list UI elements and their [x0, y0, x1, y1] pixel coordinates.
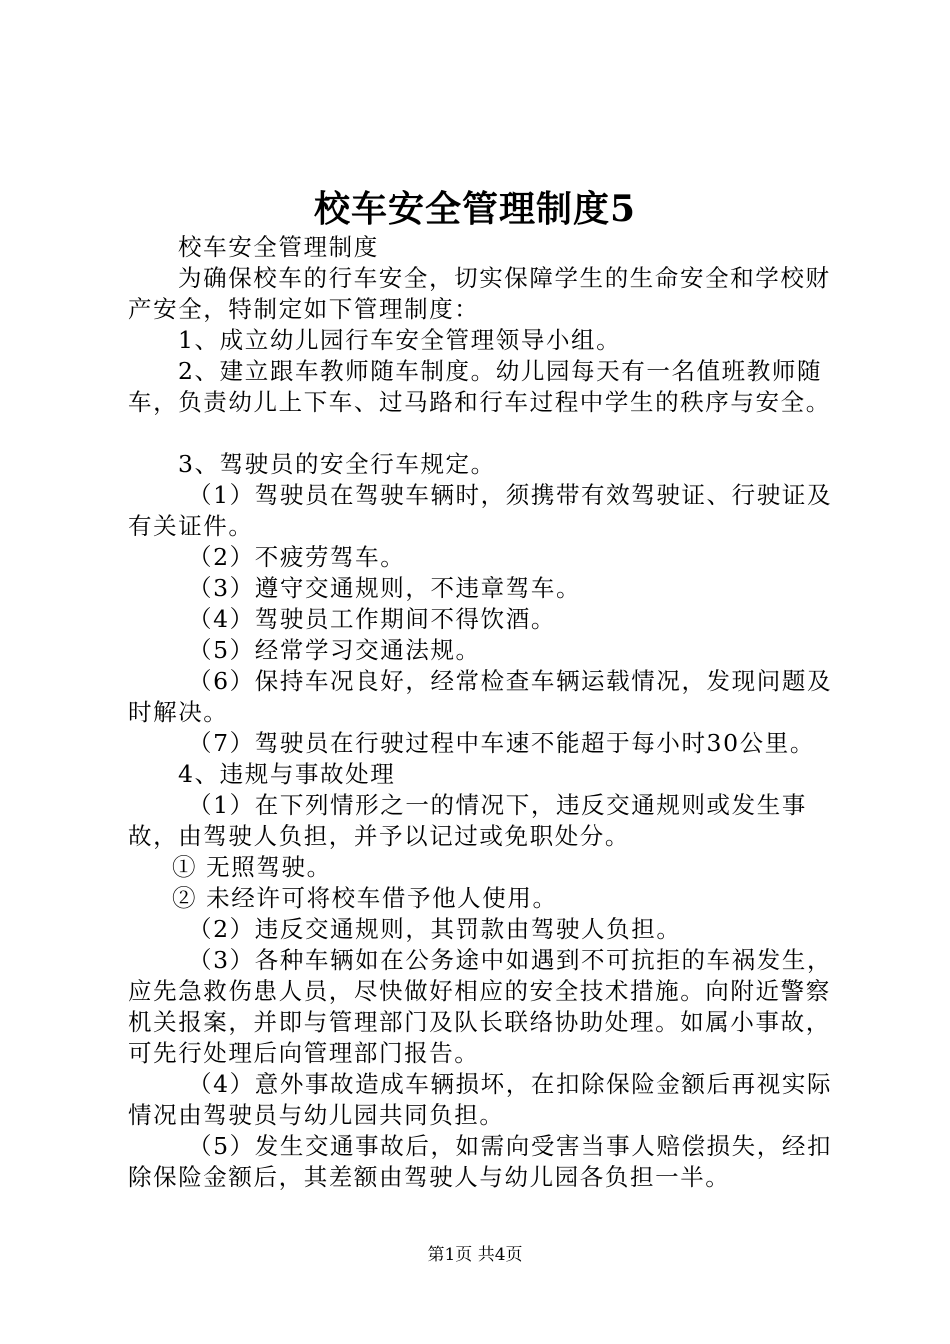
paragraph-item-3-6: （6）保持车况良好，经常检查车辆运载情况，发现问题及时解决。: [128, 667, 833, 726]
paragraph-item-2: 2、建立跟车教师随车制度。幼儿园每天有一名值班教师随车，负责幼儿上下车、过马路和行车过程中学生的秩序与安全。: [128, 357, 831, 416]
document-title: 校车安全管理制度5: [313, 188, 637, 230]
paragraph-item-4-5: （5）发生交通事故后，如需向受害当事人赔偿损失，经扣除保险金额后，其差额由驾驶人与幼儿园各负担一半。: [128, 1132, 833, 1191]
paragraph-item-3-7: （7）驾驶员在行驶过程中车速不能超于每小时30公里。: [188, 729, 815, 757]
paragraph-item-3-1: （1）驾驶员在驾驶车辆时，须携带有效驾驶证、行驶证及有关证件。: [128, 481, 833, 540]
blank-line: [128, 418, 840, 449]
paragraph-item-3-4: （4）驾驶员工作期间不得饮酒。: [188, 605, 556, 633]
paragraph-item-3-2: （2）不疲劳驾车。: [188, 543, 406, 571]
paragraph-item-3-3: （3）遵守交通规则，不违章驾车。: [188, 574, 582, 602]
page-footer: 第1页 共4页: [427, 1245, 523, 1265]
paragraph-item-1: 1、成立幼儿园行车安全管理领导小组。: [178, 326, 622, 354]
paragraph-item-4: 4、违规与事故处理: [178, 760, 396, 788]
paragraph-intro: 为确保校车的行车安全，切实保障学生的生命安全和学校财产安全，特制定如下管理制度：: [128, 264, 831, 323]
paragraph-heading: 校车安全管理制度: [178, 233, 379, 261]
paragraph-item-3-5: （5）经常学习交通法规。: [188, 636, 481, 664]
paragraph-item-3: 3、驾驶员的安全行车规定。: [178, 450, 496, 478]
document-body: [128, 232, 840, 1193]
paragraph-item-4-1: （1）在下列情形之一的情况下，违反交通规则或发生事故，由驾驶人负担，并予以记过或免职处分。: [128, 791, 807, 850]
paragraph-item-4-3: （3）各种车辆如在公务途中如遇到不可抗拒的车祸发生，应先急救伤患人员，尽快做好相应的安全技术措施。向附近警察机关报案，并即与管理部门及队长联络协助处理。如属小事故，可先行处理后向管理部门报告。: [128, 946, 833, 1067]
paragraph-item-4-2: （2）违反交通规则，其罚款由驾驶人负担。: [188, 915, 682, 943]
paragraph-item-4-1-b: ② 未经许可将校车借予他人使用。: [172, 884, 558, 912]
paragraph-item-4-4: （4）意外事故造成车辆损坏，在扣除保险金额后再视实际情况由驾驶员与幼儿园共同负担。: [128, 1070, 833, 1129]
paragraph-item-4-1-a: ① 无照驾驶。: [172, 853, 332, 881]
